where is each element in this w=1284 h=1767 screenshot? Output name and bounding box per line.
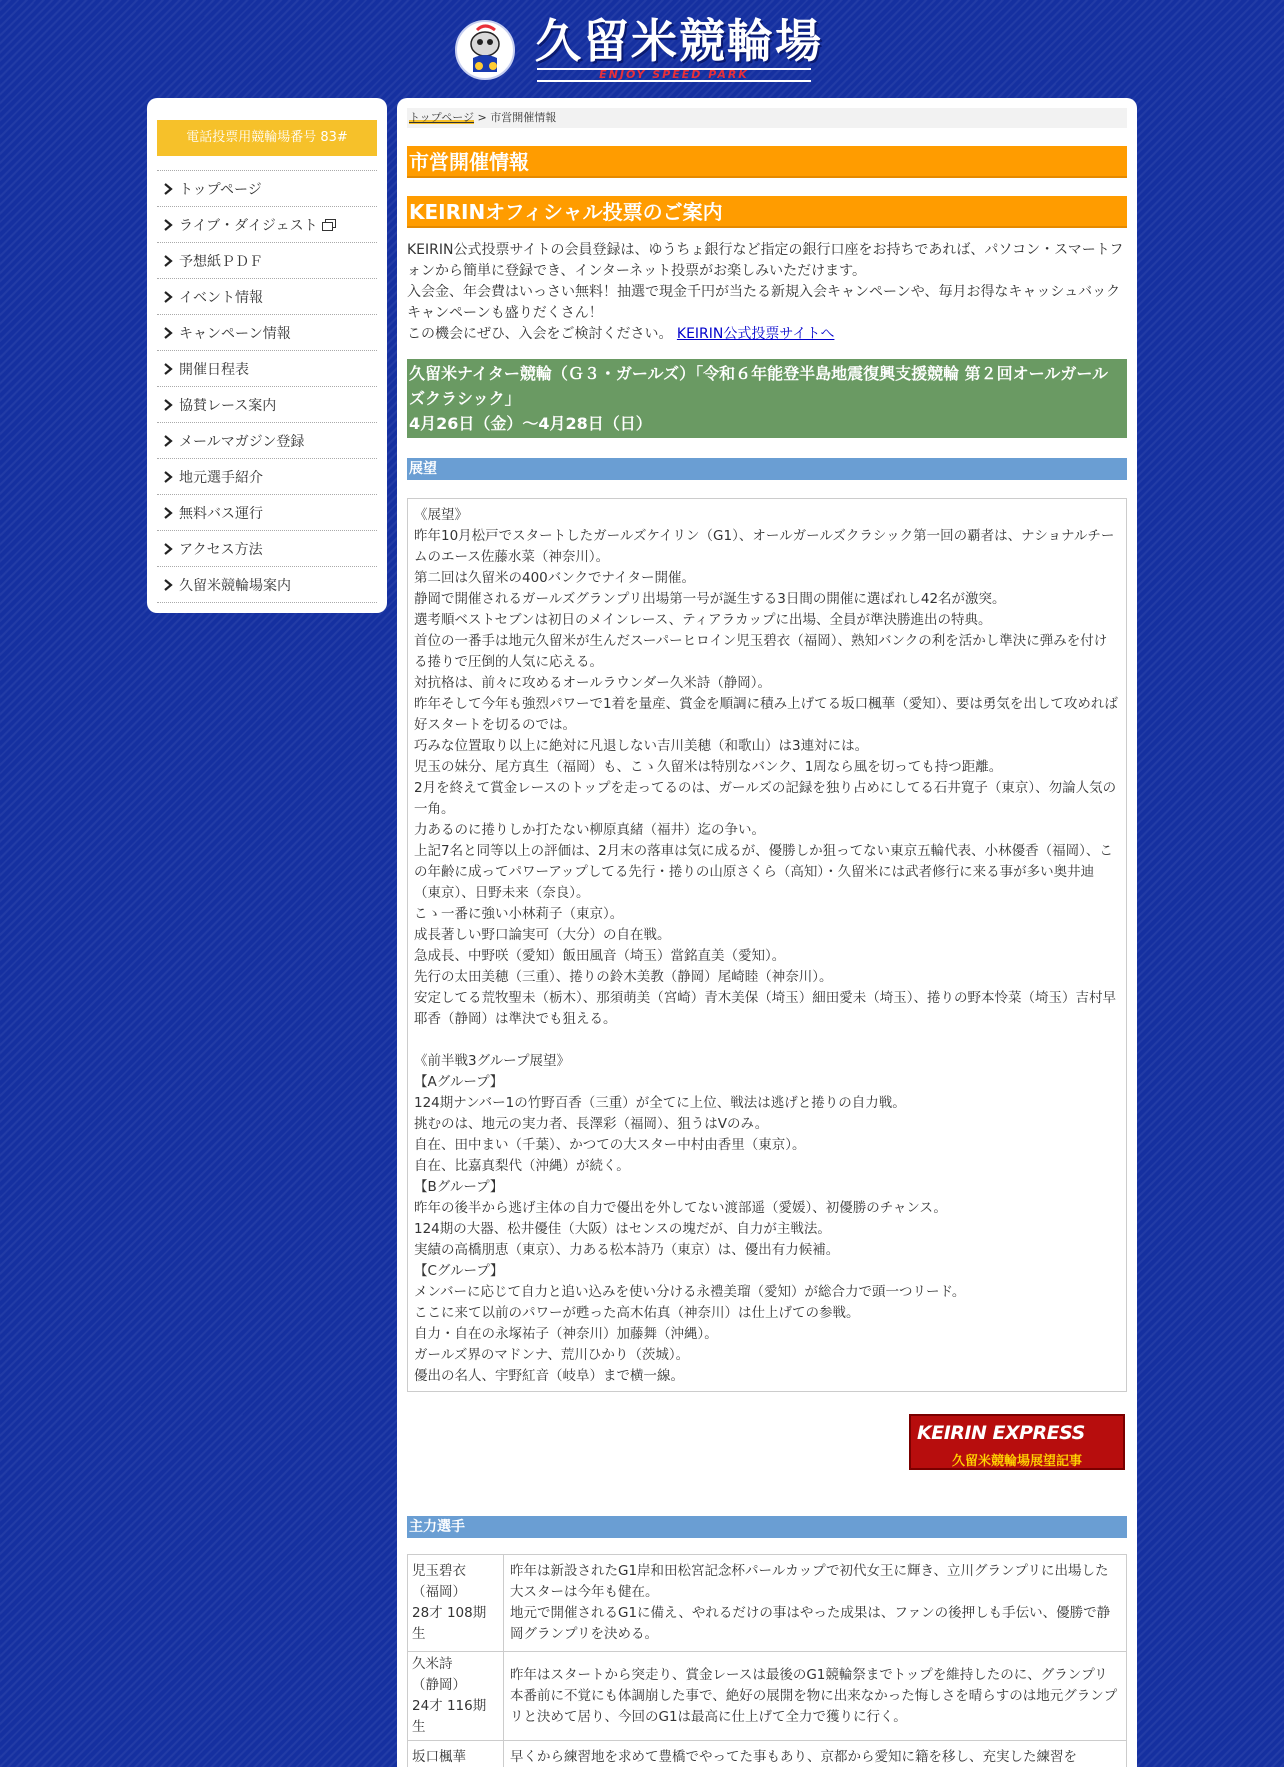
breadcrumb xyxy=(407,108,1127,128)
chevron-right-icon xyxy=(157,315,179,351)
preview-line: 昨年そして今年も強烈パワーで1着を量産、賞金を順調に積み上げてる坂口楓華（愛知）、要は勇気を出して攻めれば好スタートを切るのでは。 xyxy=(414,696,1118,733)
preview-line: 力あるのに捲りしか打たない柳原真緒（福井）迄の争い。 xyxy=(414,822,765,838)
sidebar-item-label: アクセス方法 xyxy=(179,541,263,558)
sidebar-item-label: 久留米競輪場案内 xyxy=(179,577,291,594)
intro-line: 入会金、年会費はいっさい無料！抽選で現金千円が当たる新規入会キャンペーンや、毎月お得なキャッシュバックキャンペーンも盛りだくさん！ xyxy=(407,284,1121,321)
player-desc: 昨年はスタートから突走り、賞金レースは最後のG1競輪祭までトップを維持したのに、グランプリ本番前に不覚にも体調崩した事で、絶好の展開を物に出来なかった悔しさを晴らすのは地元グランプリと決めて居り、今回のG1は最高に仕上げて全力で獲りに行く。 xyxy=(504,1652,1127,1741)
table-row xyxy=(408,1652,1127,1741)
preview-text-box xyxy=(407,498,1127,1392)
chevron-right-icon xyxy=(157,423,179,459)
intro-line-last xyxy=(407,324,1127,345)
preview-line: 【Aグループ】 xyxy=(414,1074,504,1090)
sidebar-item-events[interactable] xyxy=(157,279,377,315)
players-table xyxy=(407,1554,1127,1767)
player-prefecture: （静岡） xyxy=(412,1677,466,1693)
site-subtitle: ENJOY SPEED PARK xyxy=(599,68,749,81)
preview-line: 巧みな位置取り以上に絶対に凡退しない吉川美穂（和歌山）は3連対には。 xyxy=(414,738,869,754)
preview-line: 選考順ベストセブンは初日のメインレース、ティアラカップに出場、全員が準決勝進出の特典。 xyxy=(414,612,992,628)
sidebar-item-label: キャンペーン情報 xyxy=(179,325,291,342)
preview-line: 自力・自在の永塚祐子（神奈川）加藤舞（沖縄）。 xyxy=(414,1326,718,1342)
event-title-block xyxy=(407,359,1127,438)
table-row xyxy=(408,1741,1127,1767)
player-age: 24才 116期生 xyxy=(412,1698,487,1735)
preview-line: 第二回は久留米の400バンクでナイター開催。 xyxy=(414,570,696,586)
chevron-right-icon xyxy=(157,351,179,387)
player-name-cell xyxy=(408,1652,504,1741)
intro-text xyxy=(407,240,1127,345)
express-banner-caption: 久留米競輪場展望記事 xyxy=(951,1454,1082,1469)
breadcrumb-separator: > xyxy=(474,111,491,124)
sidebar-item-label: 地元選手紹介 xyxy=(179,469,263,486)
preview-line: 自在、田中まい（千葉）、かつての大スター中村由香里（東京）。 xyxy=(414,1137,806,1153)
sidebar-item-forecast-pdf[interactable] xyxy=(157,243,377,279)
preview-line: 静岡で開催されるガールズグランプリ出場第一号が誕生する3日間の開催に選ばれし42名が激突。 xyxy=(414,591,1006,607)
chevron-right-icon xyxy=(157,171,179,207)
event-dates: 4月26日（金）〜4月28日（日） xyxy=(409,414,652,433)
preview-line: 自在、比嘉真梨代（沖縄）が続く。 xyxy=(414,1158,630,1174)
chevron-right-icon xyxy=(157,459,179,495)
preview-line: ここに来て以前のパワーが甦った高木佑真（神奈川）は仕上げての参戦。 xyxy=(414,1305,860,1321)
sidebar-item-access[interactable] xyxy=(157,531,377,567)
main-content xyxy=(397,98,1137,1767)
preview-line: 実績の高橋朋恵（東京）、力ある松本詩乃（東京）は、優出有力候補。 xyxy=(414,1242,840,1258)
intro-last-text: この機会にぜひ、入会をご検討ください。 xyxy=(407,326,673,342)
chevron-right-icon xyxy=(157,243,179,279)
player-age: 28才 108期生 xyxy=(412,1605,487,1642)
preview-line: 《前半戦3グループ展望》 xyxy=(414,1053,571,1069)
page-title: 市営開催情報 xyxy=(407,146,1127,178)
preview-line: 【Cグループ】 xyxy=(414,1263,504,1279)
sidebar-item-label: トップページ xyxy=(179,181,262,198)
intro-line: KEIRIN公式投票サイトの会員登録は、ゆうちょ銀行など指定の銀行口座をお持ちであれば、パソコン・スマートフォンから簡単に登録でき、インターネット投票がお楽しみいただけます。 xyxy=(407,242,1124,279)
preview-line: 124期の大器、松井優佳（大阪）はセンスの塊だが、自力が主戦法。 xyxy=(414,1221,831,1237)
sidebar-item-label: 協賛レース案内 xyxy=(179,397,277,414)
sidebar-item-venue-guide[interactable] xyxy=(157,567,377,603)
preview-line: 首位の一番手は地元久留米が生んだスーパーヒロイン児玉碧衣（福岡）、熟知バンクの利を活かし準決に弾みを付ける捲りで圧倒的人気に応える。 xyxy=(414,633,1108,670)
sidebar-item-sponsor-race[interactable] xyxy=(157,387,377,423)
preview-line: 昨年の後半から逃げ主体の自力で優出を外してない渡部遥（愛媛）、初優勝のチャンス。 xyxy=(414,1200,947,1216)
preview-line: 児玉の妹分、尾方真生（福岡）も、こゝ久留米は特別なバンク、1周なら風を切っても持つ距離。 xyxy=(414,759,1003,775)
preview-line: 先行の太田美穂（三重）、捲りの鈴木美教（静岡）尾崎睦（神奈川）。 xyxy=(414,969,833,985)
player-desc: 昨年は新設されたG1岸和田松宮記念杯パールカップで初代女王に輝き、立川グランプリに出場した大スターは今年も健在。 地元で開催されるG1に備え、やれるだけの事はやった成果は、ファンの後押しも手伝い、優勝で静岡グランプリを決める。 xyxy=(504,1555,1127,1652)
sidebar-item-label: ライブ・ダイジェスト xyxy=(179,217,318,234)
preview-line: 2月を終えて賞金レースのトップを走ってるのは、ガールズの記録を独り占めにしてる石井寛子（東京）、勿論人気の一角。 xyxy=(414,780,1117,817)
sidebar-item-label: メールマガジン登録 xyxy=(179,433,305,450)
chevron-right-icon xyxy=(157,279,179,315)
players-heading: 主力選手 xyxy=(407,1516,1127,1538)
sidebar-item-free-bus[interactable] xyxy=(157,495,377,531)
breadcrumb-current: 市営開催情報 xyxy=(490,111,557,124)
preview-line: 対抗格は、前々に攻めるオールラウンダー久米詩（静岡）。 xyxy=(414,675,771,691)
chevron-right-icon xyxy=(157,531,179,567)
sidebar-item-schedule[interactable] xyxy=(157,351,377,387)
section-title: KEIRINオフィシャル投票のご案内 xyxy=(407,196,1127,228)
preview-line: 成長著しい野口論実可（大分）の自在戦。 xyxy=(414,927,671,943)
preview-line: こゝ一番に強い小林莉子（東京）。 xyxy=(414,906,624,922)
sidebar-item-campaign[interactable] xyxy=(157,315,377,351)
sidebar-item-label: 開催日程表 xyxy=(179,361,249,378)
official-voting-site-link[interactable]: KEIRIN公式投票サイトへ xyxy=(676,326,835,342)
breadcrumb-home-link[interactable]: トップページ xyxy=(409,111,475,124)
external-window-icon xyxy=(322,219,336,231)
sidebar-item-live-digest[interactable] xyxy=(157,207,377,243)
chevron-right-icon xyxy=(157,495,179,531)
sidebar-item-mail-magazine[interactable] xyxy=(157,423,377,459)
event-title: 久留米ナイター競輪（Ｇ３・ガールズ）「令和６年能登半島地震復興支援競輪 第２回オールガールズクラシック」 xyxy=(409,364,1109,408)
sidebar-nav xyxy=(157,170,377,603)
site-header xyxy=(0,0,1284,95)
player-name: 久米詩 xyxy=(412,1656,453,1672)
sidebar xyxy=(147,98,387,613)
phone-bet-number-button[interactable]: 電話投票用競輪場番号 83# xyxy=(157,120,377,156)
sidebar-item-label: イベント情報 xyxy=(179,289,263,306)
player-name-cell xyxy=(408,1555,504,1652)
mascot-logo-icon[interactable] xyxy=(455,20,515,80)
chevron-right-icon xyxy=(157,387,179,423)
preview-line: 【Bグループ】 xyxy=(414,1179,504,1195)
site-title[interactable]: 久留米競輪場 xyxy=(535,14,823,68)
preview-line: 上記7名と同等以上の評価は、2月末の落車は気に成るが、優勝しか狙ってない東京五輪代表、小林優香（福岡）、この年齢に成ってパワーアップしてる先行・捲りの山原さくら（高知）・久留米には武者修行に来る事が多い奥井迪（東京）、日野未来（奈良）。 xyxy=(414,843,1113,901)
sidebar-item-label: 予想紙ＰＤＦ xyxy=(179,253,263,270)
preview-line: メンバーに応じて自力と追い込みを使い分ける永禮美瑠（愛知）が総合力で頭一つリード。 xyxy=(414,1284,966,1300)
preview-line: ガールズ界のマドンナ、荒川ひかり（茨城）。 xyxy=(414,1347,690,1363)
player-name: 児玉碧衣 xyxy=(412,1563,466,1579)
keirin-express-banner[interactable] xyxy=(909,1414,1125,1470)
chevron-right-icon xyxy=(157,207,179,243)
player-desc: 早くから練習地を求めて豊橋でやってた事もあり、京都から愛知に籍を移し、充実した練習を xyxy=(504,1741,1127,1767)
player-prefecture: （福岡） xyxy=(412,1584,466,1600)
preview-line: 安定してる荒牧聖未（栃木）、那須萌美（宮崎）青木美保（埼玉）細田愛未（埼玉）、捲りの野本怜菜（埼玉）吉村早耶香（静岡）は準決でも狙える。 xyxy=(414,990,1116,1027)
preview-line: 急成長、中野咲（愛知）飯田風音（埼玉）當銘直美（愛知）。 xyxy=(414,948,786,964)
preview-heading: 展望 xyxy=(407,458,1127,480)
express-banner-title: KEIRIN EXPRESS xyxy=(917,1422,1085,1444)
player-name: 坂口楓華 xyxy=(412,1749,466,1765)
chevron-right-icon xyxy=(157,567,179,603)
preview-line: 挑むのは、地元の実力者、長澤彩（福岡）、狙うはVのみ。 xyxy=(414,1116,769,1132)
preview-line: 124期ナンバー1の竹野百香（三重）が全てに上位、戦法は逃げと捲りの自力戦。 xyxy=(414,1095,906,1111)
sidebar-item-local-riders[interactable] xyxy=(157,459,377,495)
player-name-cell xyxy=(408,1741,504,1767)
preview-line: 《展望》 xyxy=(414,507,468,523)
table-row xyxy=(408,1555,1127,1652)
preview-line: 優出の名人、宇野紅音（岐阜）まで横一線。 xyxy=(414,1368,684,1384)
preview-line xyxy=(414,1030,1120,1051)
preview-line: 昨年10月松戸でスタートしたガールズケイリン（G1）、オールガールズクラシック第一回の覇者は、ナショナルチームのエース佐藤水菜（神奈川）。 xyxy=(414,528,1115,565)
sidebar-item-top[interactable] xyxy=(157,171,377,207)
sidebar-item-label: 無料バス運行 xyxy=(179,505,263,522)
